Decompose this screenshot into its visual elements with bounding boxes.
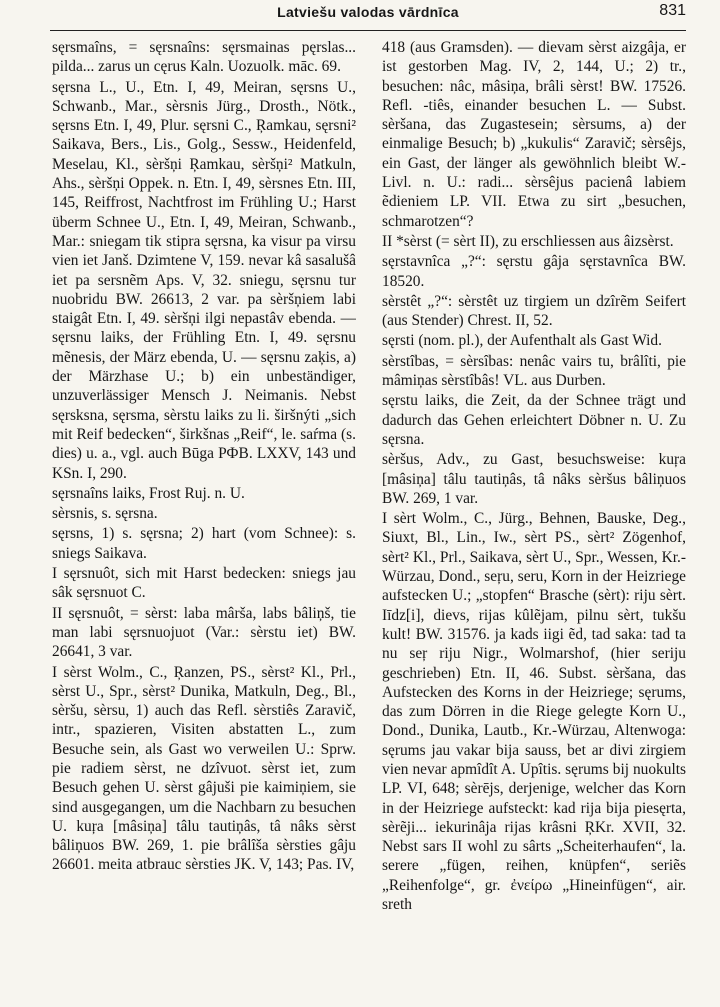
entry-sersmains: sęrsmaîns, = sęrsnaîns: sęrsmainas pęrslas... pilda... zarus un cęrus Kaln. Uozuolk. māc. 69. [52,39,356,76]
entry-serst-continuation: 418 (aus Gramsden). — dievam sèrst aizgâja, er ist gestorben Mag. IV, 2, 144, U.; 2) tr., besuchen: nâc, mâsiņa, brâli sèrst! BW. 17526. Refl. -tiês, einander besuchen L. — Subst. sèršana, das Zugastesein; sèrsums, a) der einmalige Besuch; b) „kukulis“ Zaravič; sèrsêjs, ein Gast, der länger als gewöhnlich bleibt W.-Livl. n. U.: radi... sèrsêjus pacienâ labiem ẽdieniem LP. VII. Etwa zu sirt „besuchen, schmarotzen“? [382,39,686,230]
entry-sersnuot-1: I sęrsnuôt, sich mit Harst bedecken: sniegs jau sâk sęrsnuot C. [52,565,356,602]
entry-serstavnica: sęrstavnîca „?“: sęrstu gâja sęrstavnîca BW. 18520. [382,253,686,290]
entry-sersus: sèršus, Adv., zu Gast, besuchsweise: kuŗa [mâsiņa] tâlu tautiņâs, tâ nâks sèršus bâliņuos BW. 269, 1 var. [382,451,686,507]
entry-serstet: sèrstêt „?“: sèrstêt uz tirgiem un dzîrẽm Seifert (aus Stender) Chrest. II, 52. [382,292,686,330]
entry-serst-1: I sèrst Wolm., C., Ŗanzen, PS., sèrst² Kl., Prl., sèrst U., Spr., sèrst² Dunika, Matkuln, Deg., Bl., sèršu, sèrsu, 1) auch das Refl. sèrstiês Zaravič, intr., spazieren, Visiten abstatten L., zum Besuche sein, als Gast wo verweilen U.: Sprw. pie radiem sèrst, ne dzîvuot. sèrst iet, zum Besuch gehen U. sèrst gâjuši pie kaimiņiem, sie sind ausgegangen, um die Nachbarn zu besuchen U. kuŗa [mâsiņa] tâlu tautiņâs, tâ nâks sèrst bâliņuos BW. 269, 1. pie brâlîša sèrsties gâju 26601. meita atbrauc sèrsties JK. V, 143; Pas. IV, [52,663,356,874]
entry-serstu-laiks: sęrstu laiks, die Zeit, da der Schnee trägt und dadurch das Gehen erleichtert Döbner n. U. Zu sęrsna. [382,392,686,448]
running-title: Latviešu valodas vārdnīca [277,4,459,20]
entry-sersnis: sèrsnis, s. sęrsna. [52,505,158,523]
entry-sersnains: sęrsnaîns laiks, Frost Ruj. n. U. [52,484,245,502]
entry-serstibas: sèrstîbas, = sèrsîbas: nenâc vairs tu, brâlîti, pie mâmiņas sèrstîbâs! VL. aus Durben. [382,352,686,390]
text-columns [52,38,686,999]
entry-sersna: sęrsna L., U., Etn. I, 49, Meiran, sęrsns U., Schwanb., Mar., sèrsnis Jürg., Drosth., Nötk., sęrsns Etn. I, 49, Plur. sęrsni C., Ŗamkau, sęrsni² Saikava, Bers., Lis., Golg., Sessw., Heidenfeld, Meselau, Kl., sèršņi Ŗamkau, sèršņi² Matkuln, Ahs., sèršņi Oppek. n. Etn. I, 49, sèrsnes Etn. III, 145, Reiffrost, Nachtfrost im Frühling U.; Harst überm Schnee U., Etn. I, 49, Meiran, Schwanb., Mar.: sniegam tik stipra sęrsna, ka visur pa virsu vien iet Janš. Dzimtene V, 159. nevar kâ sasalušâ iet pa sersnẽm Aps. V, 32. sniegu, sęrsnu tur nuobridu BW. 26613, 2 var. pa sèršņiem labi staigât Etn. I, 49. sèršņi ilgi nepastâv ebenda. — sęrsnu laiks, der Frühling Etn. I, 49. sęrsnu mẽnesis, der März ebenda, U. — sęrsnu zaķis, a) der Märzhase U.; b) ein unbeständiger, unzuverlässiger Mensch J. Neimanis. Nebst sęrsksna, sęrsma, sèrstu laiks zu li. širšnýti „sich mit Reif bedecken“, širkšnas „Reif“, le. saŕma (s. dies) u. a., vgl. auch Būga РФВ. LXXV, 143 und KSn. I, 290. [52,78,356,482]
left-column [52,38,356,999]
running-header [50,0,686,31]
entry-sersnuot-2: II sęrsnuôt, = sèrst: laba mârša, labs bâliņš, tie man labi sęrsnuojuot (Var.: sèrstu iet) BW. 26641, 3 var. [52,604,356,661]
right-column [382,38,686,999]
entry-sert: I sèrt Wolm., C., Jürg., Behnen, Bauske, Deg., Siuxt, Bl., Lin., Iw., sèrt PS., sèrt² Zögenhof, sèrt² Kl., Prl., Saikava, sèrt U., Spr., Wessen, Kr.-Würzau, Dond., seŗu, seru, Korn in der Heizriege aufstecken U.; „stopfen“ Brasche (sèrt): riju sèrt. Iīdz[i], dievs, rijas kûlẽjam, pilnu sèrt, tukšu kult! BW. 31576. ja kads iigi ẽd, tad saka: tad ta nu seŗ riju Nigr., Wolmarshof, (hier seriju geschrieben) Etn. II, 46. Subst. sèršana, das Aufstecken des Korns in der Heizriege; sęrums, das zum Dörren in die Riege gelegte Korn U., Dond., Dunika, Lautb., Kr.-Würzau, Altenwoga: sęrums jau vakar bija sauss, bet ar divi zirgiem vien nevar apmîdît A. Upîtis. sęrums bij nuokults LP. VI, 648; sèrējs, derjenige, welcher das Korn in der Heizriege aufsteckt: kad rija bija piesęrta, sèrẽji... iekurinâja rijas krâsni ŖKr. XVII, 32. Nebst sars II wohl zu sârts „Scheiterhaufen“, la. serere „fügen, reihen, knüpfen“, seriẽs „Reihenfolge“, gr. ἐνείρω „Hineinfügen“, air. sreth [382,510,686,914]
entry-serst-2: II *sèrst (= sèrt II), zu erschliessen aus âizsèrst. [382,232,674,250]
entry-sersti: sęrsti (nom. pl.), der Aufenthalt als Gast Wid. [382,332,662,350]
page-number: 831 [659,2,686,19]
entry-sersns: sęrsns, 1) s. sęrsna; 2) hart (vom Schnee): s. sniegs Saikava. [52,525,356,562]
